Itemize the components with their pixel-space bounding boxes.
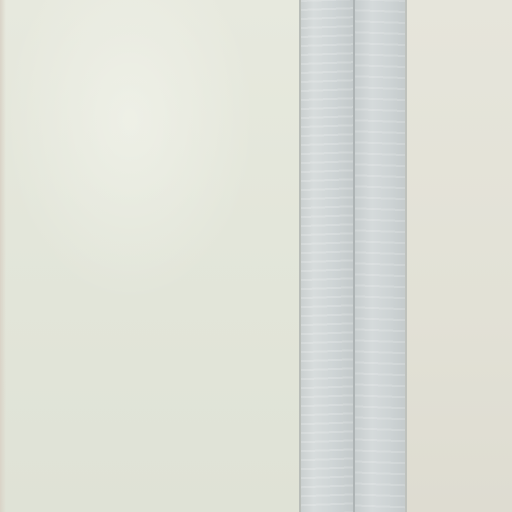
left-wall-edge: [0, 0, 6, 512]
metal-strip-left: [300, 0, 354, 512]
right-wall-panel: [407, 0, 512, 512]
metal-strip-right: [354, 0, 406, 512]
strip-seam-left: [299, 0, 301, 512]
strip-seam-middle: [353, 0, 355, 512]
